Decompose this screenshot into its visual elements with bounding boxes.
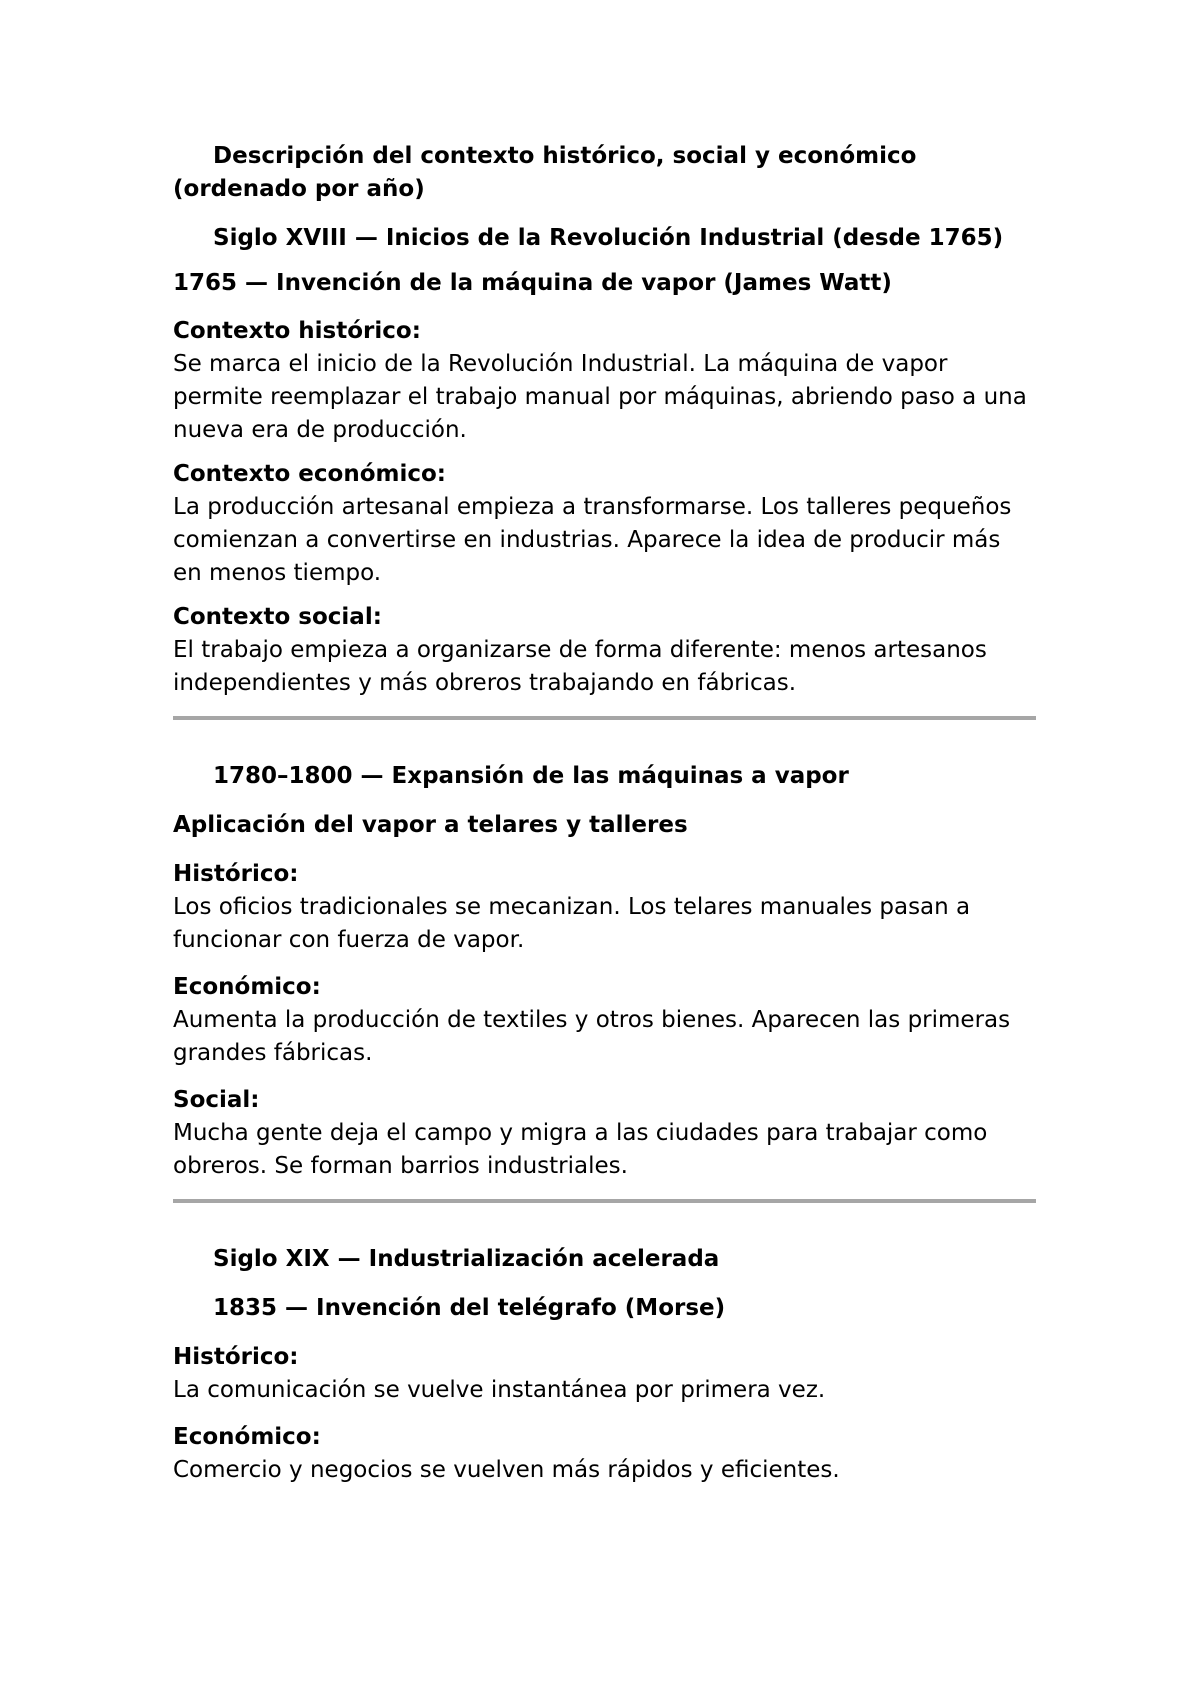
section-3-heading: Siglo XIX — Industrialización acelerada [213, 1246, 720, 1272]
document-title: Descripción del contexto histórico, social y económico (ordenado por año) [173, 143, 917, 202]
section-1-economic-label: Contexto económico: [173, 461, 446, 487]
section-1-economic-text: La producción artesanal empieza a transformarse. Los talleres pequeños comienzan a convertirse en industrias. Aparece la idea de producir más en menos tiempo. [173, 494, 1012, 586]
section-2-heading: 1780–1800 — Expansión de las máquinas a vapor [213, 763, 849, 789]
section-3-historic-text: La comunicación se vuelve instantánea por primera vez. [173, 1377, 826, 1403]
section-1-social-text: El trabajo empieza a organizarse de forma diferente: menos artesanos independientes y más obreros trabajando en fábricas. [173, 637, 987, 696]
section-1-subheading: 1765 — Invención de la máquina de vapor (James Watt) [173, 270, 892, 296]
section-2-social-text: Mucha gente deja el campo y migra a las ciudades para trabajar como obreros. Se forman barrios industriales. [173, 1120, 988, 1179]
section-2-subheading: Aplicación del vapor a telares y talleres [173, 812, 688, 838]
section-2-historic-text: Los oficios tradicionales se mecanizan. Los telares manuales pasan a funcionar con fuerza de vapor. [173, 894, 971, 953]
section-2-economic-text: Aumenta la producción de textiles y otros bienes. Aparecen las primeras grandes fábricas. [173, 1007, 1011, 1066]
section-divider [173, 716, 1036, 720]
section-3-economic-label: Económico: [173, 1424, 321, 1450]
section-3-historic-label: Histórico: [173, 1344, 299, 1370]
section-1-social-label: Contexto social: [173, 604, 382, 630]
section-1-heading: Siglo XVIII — Inicios de la Revolución Industrial (desde 1765) [213, 225, 1004, 251]
section-2-economic-label: Económico: [173, 974, 321, 1000]
section-divider [173, 1199, 1036, 1203]
section-1-historic-text: Se marca el inicio de la Revolución Industrial. La máquina de vapor permite reemplazar el trabajo manual por máquinas, abriendo paso a una nueva era de producción. [173, 351, 1027, 443]
section-2-historic-label: Histórico: [173, 861, 299, 887]
section-1-historic-label: Contexto histórico: [173, 318, 421, 344]
section-3-subheading: 1835 — Invención del telégrafo (Morse) [213, 1295, 726, 1321]
section-3-economic-text: Comercio y negocios se vuelven más rápidos y eficientes. [173, 1457, 840, 1483]
section-2-social-label: Social: [173, 1087, 260, 1113]
document-content [173, 140, 1036, 1487]
